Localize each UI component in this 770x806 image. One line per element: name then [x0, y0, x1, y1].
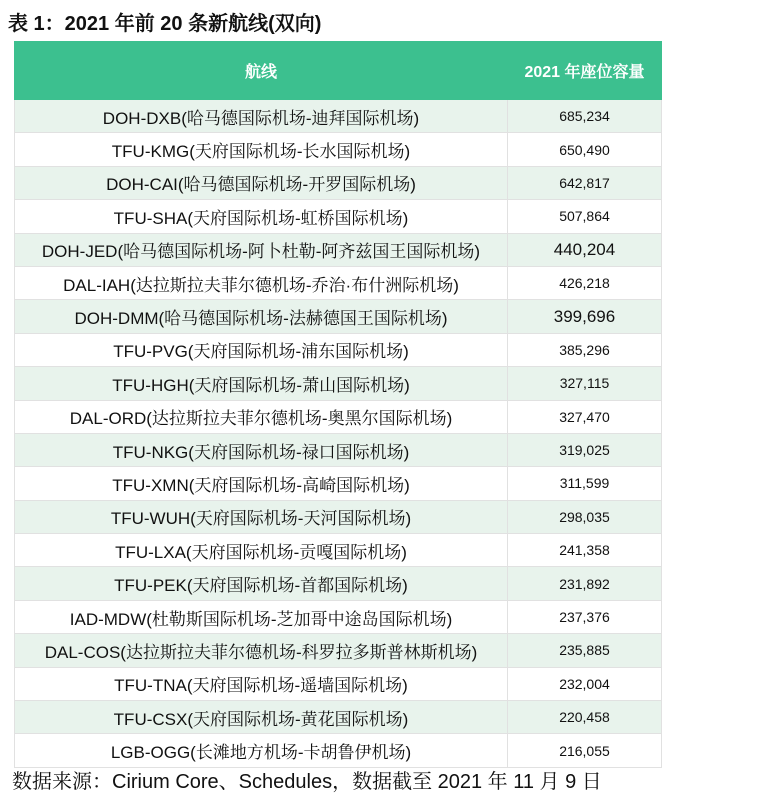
route-cell: DAL-IAH(达拉斯拉夫菲尔德机场-乔治·布什洲际机场) [15, 266, 508, 299]
route-cell: TFU-NKG(天府国际机场-禄口国际机场) [15, 433, 508, 466]
table-row [15, 567, 662, 600]
route-cell: TFU-PVG(天府国际机场-浦东国际机场) [15, 333, 508, 366]
route-cell: TFU-XMN(天府国际机场-高崎国际机场) [15, 467, 508, 500]
table-header-row [15, 42, 662, 100]
table-row [15, 367, 662, 400]
route-cell: DOH-DXB(哈马德国际机场-迪拜国际机场) [15, 100, 508, 133]
capacity-cell: 235,885 [508, 634, 662, 667]
route-cell: DOH-DMM(哈马德国际机场-法赫德国王国际机场) [15, 300, 508, 333]
route-cell: DAL-COS(达拉斯拉夫菲尔德机场-科罗拉多斯普林斯机场) [15, 634, 508, 667]
capacity-cell: 237,376 [508, 600, 662, 633]
table-row [15, 400, 662, 433]
route-cell: TFU-SHA(天府国际机场-虹桥国际机场) [15, 200, 508, 233]
route-cell: TFU-LXA(天府国际机场-贡嘎国际机场) [15, 534, 508, 567]
capacity-cell: 216,055 [508, 734, 662, 767]
capacity-cell: 440,204 [508, 233, 662, 266]
table-row [15, 266, 662, 299]
capacity-cell: 319,025 [508, 433, 662, 466]
route-cell: IAD-MDW(杜勒斯国际机场-芝加哥中途岛国际机场) [15, 600, 508, 633]
table-row [15, 634, 662, 667]
capacity-cell: 241,358 [508, 534, 662, 567]
capacity-cell: 507,864 [508, 200, 662, 233]
route-cell: TFU-PEK(天府国际机场-首都国际机场) [15, 567, 508, 600]
table-row [15, 600, 662, 633]
table-row [15, 300, 662, 333]
table-row [15, 500, 662, 533]
table-row [15, 200, 662, 233]
route-cell: DOH-JED(哈马德国际机场-阿卜杜勒-阿齐兹国王国际机场) [15, 233, 508, 266]
table-row [15, 233, 662, 266]
route-cell: TFU-WUH(天府国际机场-天河国际机场) [15, 500, 508, 533]
table-row [15, 667, 662, 700]
capacity-cell: 685,234 [508, 100, 662, 133]
capacity-cell: 426,218 [508, 266, 662, 299]
capacity-cell: 231,892 [508, 567, 662, 600]
table-row [15, 433, 662, 466]
table-row [15, 100, 662, 133]
capacity-cell: 298,035 [508, 500, 662, 533]
capacity-cell: 220,458 [508, 701, 662, 734]
header-route: 航线 [15, 42, 508, 100]
data-source-note: 数据来源：Cirium Core、Schedules，数据截至 2021 年 11 月 9 日 [12, 771, 602, 793]
route-cell: TFU-CSX(天府国际机场-黄花国际机场) [15, 701, 508, 734]
routes-table [14, 41, 662, 768]
capacity-cell: 311,599 [508, 467, 662, 500]
header-capacity: 2021 年座位容量 [508, 42, 662, 100]
table-row [15, 133, 662, 166]
capacity-cell: 399,696 [508, 300, 662, 333]
capacity-cell: 385,296 [508, 333, 662, 366]
table-row [15, 534, 662, 567]
capacity-cell: 232,004 [508, 667, 662, 700]
capacity-cell: 642,817 [508, 166, 662, 199]
table-row [15, 701, 662, 734]
table-title: 表 1：2021 年前 20 条新航线(双向) [8, 13, 322, 35]
route-cell: DAL-ORD(达拉斯拉夫菲尔德机场-奥黑尔国际机场) [15, 400, 508, 433]
table-row [15, 734, 662, 767]
route-cell: TFU-KMG(天府国际机场-长水国际机场) [15, 133, 508, 166]
table-row [15, 333, 662, 366]
route-cell: TFU-HGH(天府国际机场-萧山国际机场) [15, 367, 508, 400]
capacity-cell: 327,470 [508, 400, 662, 433]
capacity-cell: 327,115 [508, 367, 662, 400]
capacity-cell: 650,490 [508, 133, 662, 166]
route-cell: TFU-TNA(天府国际机场-遥墙国际机场) [15, 667, 508, 700]
table-row [15, 467, 662, 500]
route-cell: LGB-OGG(长滩地方机场-卡胡鲁伊机场) [15, 734, 508, 767]
route-cell: DOH-CAI(哈马德国际机场-开罗国际机场) [15, 166, 508, 199]
table-row [15, 166, 662, 199]
